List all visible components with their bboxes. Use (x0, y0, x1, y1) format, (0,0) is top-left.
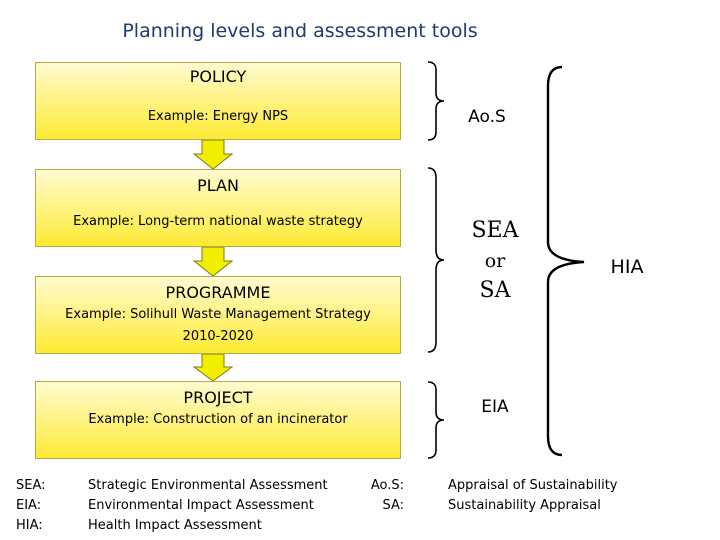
arrow-policy-to-plan (193, 140, 233, 170)
sea-sa-brace (424, 166, 448, 354)
plan-title: PLAN (197, 176, 239, 195)
legend-term: Strategic Environmental Assessment (88, 478, 328, 493)
policy-title: POLICY (189, 67, 247, 86)
policy-box (35, 62, 401, 140)
sa-label: SA (479, 278, 511, 303)
aos-label: Ao.S (468, 107, 506, 127)
aos-brace (424, 60, 448, 142)
legend-term: Appraisal of Sustainability (448, 478, 618, 493)
legend-terms-left (88, 476, 328, 536)
plan-example: Example: Long-term national waste strategy (73, 214, 363, 229)
hia-label: HIA (610, 256, 644, 278)
project-title: PROJECT (183, 388, 253, 407)
arrow-plan-to-programme (193, 247, 233, 277)
programme-title: PROGRAMME (165, 283, 271, 302)
sea-label: SEA (471, 218, 519, 243)
legend-abbrev: HIA: (16, 518, 43, 533)
legend-abbrevs-left (16, 476, 46, 536)
legend-term: Sustainability Appraisal (448, 498, 601, 513)
eia-brace (424, 380, 448, 460)
legend-term: Health Impact Assessment (88, 518, 262, 533)
hia-brace (536, 64, 592, 458)
project-example: Example: Construction of an incinerator (88, 412, 348, 427)
legend-abbrev: SEA: (16, 478, 46, 493)
policy-example: Example: Energy NPS (147, 109, 289, 124)
eia-label: EIA (481, 397, 509, 417)
programme-example-line1: Example: Solihull Waste Management Strategy (65, 307, 371, 322)
diagram-title: Planning levels and assessment tools (122, 20, 478, 42)
legend-abbrev: SA: (382, 498, 404, 513)
legend-terms-right (448, 476, 618, 516)
legend-abbrev: Ao.S: (370, 478, 404, 493)
plan-box (35, 169, 401, 247)
legend-abbrev: EIA: (16, 498, 42, 513)
sea-or-label: or (484, 250, 506, 272)
legend-abbrevs-right (350, 476, 404, 516)
programme-box (35, 276, 401, 354)
programme-example-line2: 2010-2020 (182, 329, 254, 344)
project-box (35, 381, 401, 459)
arrow-programme-to-project (193, 354, 233, 382)
legend-term: Environmental Impact Assessment (88, 498, 314, 513)
